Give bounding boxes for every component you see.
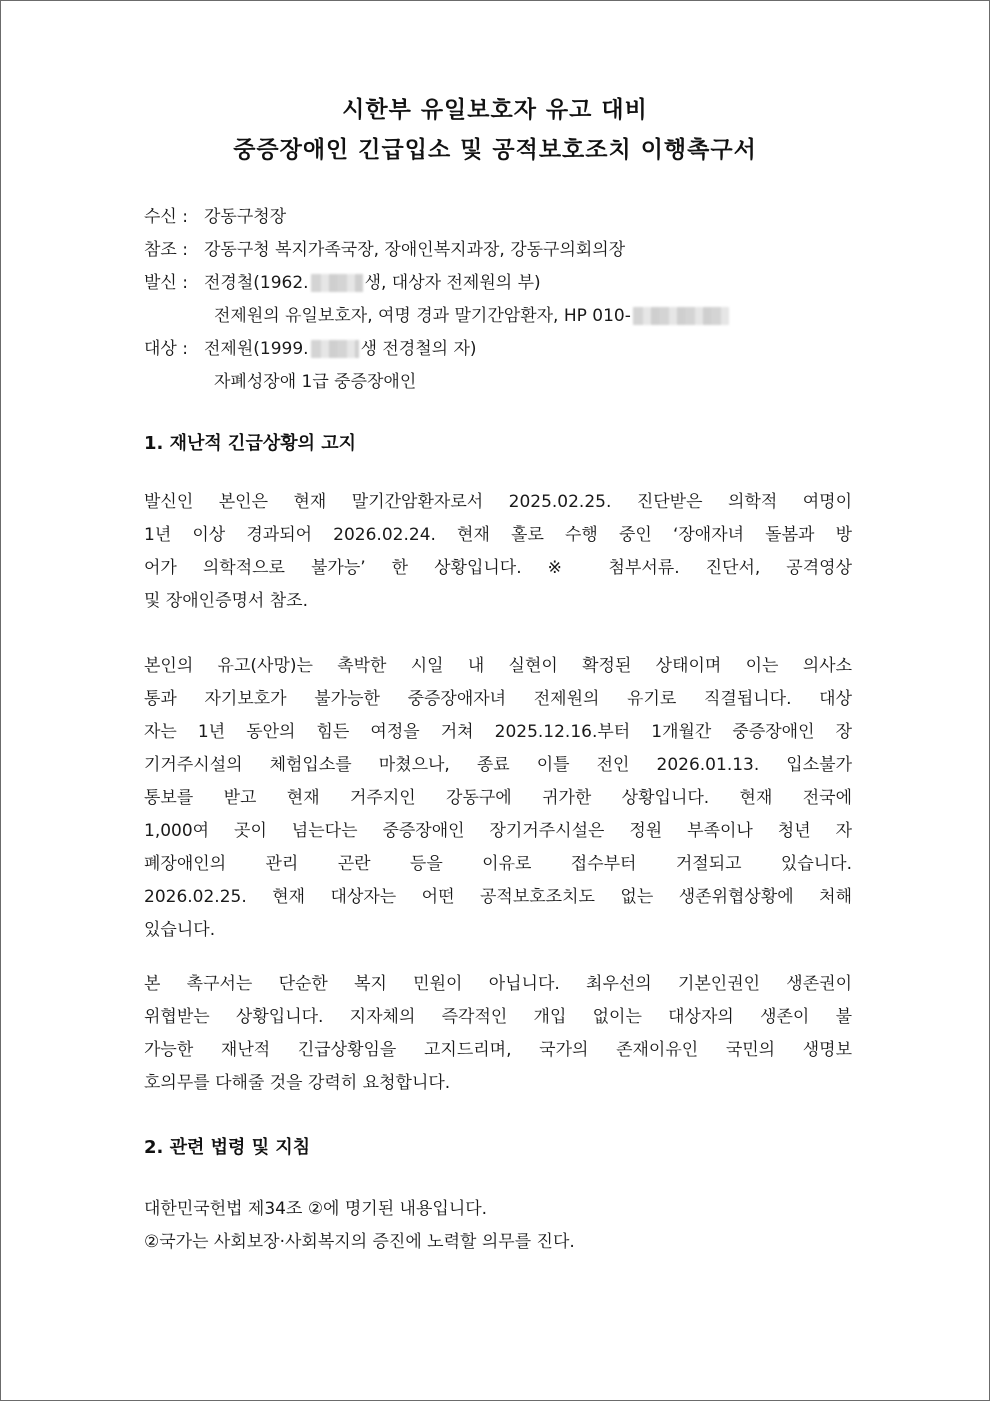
document-title-line2: 중증장애인 긴급입소 및 공적보호조치 이행촉구서 — [233, 137, 757, 163]
section1-paragraph3 — [144, 968, 852, 1100]
paragraph-line: ②국가는 사회보장·사회복지의 증진에 노력할 의무를 진다. — [144, 1232, 575, 1252]
paragraph-line: 및 장애인증명서 참조. — [144, 591, 309, 611]
section1-paragraph1 — [144, 486, 852, 618]
paragraph-line: 통보를 받고 현재 거주지인 강동구에 귀가한 상황입니다. 현재 전국에 — [144, 788, 852, 808]
paragraph-line: 본인의 유고(사망)는 촉박한 시일 내 실현이 확정된 상태이며 이는 의사소 — [144, 656, 852, 676]
subject-value — [204, 333, 477, 366]
paragraph-line: 가능한 재난적 긴급상황임을 고지드리며, 국가의 존재이유인 국민의 생명보 — [144, 1040, 852, 1060]
paragraph-line: 1년 이상 경과되어 2026.02.24. 현재 홀로 수행 중인 ‘장애자녀 돌봄과 방 — [144, 525, 852, 545]
subject-label: 대상 : — [144, 339, 188, 359]
subject-name: 전제원(1999. — [204, 339, 309, 359]
section1-heading: 1. 재난적 긴급상황의 고지 — [144, 433, 357, 454]
recipient-row — [144, 201, 731, 234]
paragraph-line: 있습니다. — [144, 920, 216, 940]
paragraph-line: 위협받는 상황입니다. 지자체의 즉각적인 개입 없이는 대상자의 생존이 불 — [144, 1007, 852, 1027]
reference-value: 강동구청 복지가족국장, 장애인복지과장, 강동구의회의장 — [204, 240, 626, 260]
reference-label: 참조 : — [144, 240, 188, 260]
paragraph-line: 대한민국헌법 제34조 ②에 명기된 내용입니다. — [144, 1199, 488, 1219]
document-title-line1: 시한부 유일보호자 유고 대비 — [342, 97, 648, 123]
sender-value — [204, 267, 541, 300]
paragraph-line: 어가 의학적으로 불가능’ 한 상황입니다. ※ 첨부서류. 진단서, 공격영상 — [144, 558, 852, 578]
sender-line2 — [144, 300, 731, 333]
sender-row — [144, 267, 731, 300]
redacted-birthdate — [311, 340, 359, 358]
paragraph-line: 2026.02.25. 현재 대상자는 어떤 공적보호조치도 없는 생존위협상황에 처해 — [144, 887, 852, 907]
section2-paragraph — [144, 1193, 852, 1259]
paragraph-line: 1,000여 곳이 넘는다는 중증장애인 장기거주시설은 정원 부족이나 청년 자 — [144, 821, 852, 841]
paragraph-line: 통과 자기보호가 불가능한 중증장애자녀 전제원의 유기로 직결됩니다. 대상 — [144, 689, 852, 709]
section2-heading: 2. 관련 법령 및 지침 — [144, 1137, 311, 1158]
paragraph-line: 폐장애인의 관리 곤란 등을 이유로 접수부터 거절되고 있습니다. — [144, 854, 852, 874]
sender-label: 발신 : — [144, 273, 188, 293]
sender-details: 생, 대상자 전제원의 부) — [364, 273, 541, 293]
subject-line2: 자폐성장애 1급 중증장애인 — [214, 372, 417, 392]
redacted-birthdate — [311, 274, 363, 292]
recipient-value: 강동구청장 — [204, 207, 287, 227]
paragraph-line: 자는 1년 동안의 힘든 여정을 거쳐 2025.12.16.부터 1개월간 중증장애인 장 — [144, 722, 852, 742]
reference-row — [144, 234, 731, 267]
paragraph-line: 호의무를 다해줄 것을 강력히 요청합니다. — [144, 1073, 451, 1093]
paragraph-line: 본 촉구서는 단순한 복지 민원이 아닙니다. 최우선의 기본인권인 생존권이 — [144, 974, 852, 994]
redacted-phone — [633, 307, 729, 325]
sender-description: 전제원의 유일보호자, 여명 경과 말기간암환자, HP 010- — [214, 306, 631, 326]
recipient-label: 수신 : — [144, 207, 188, 227]
section1-paragraph2 — [144, 650, 852, 947]
paragraph-line: 기거주시설의 체험입소를 마쳤으나, 종료 이틀 전인 2026.01.13. 입소불가 — [144, 755, 852, 775]
paragraph-line: 발신인 본인은 현재 말기간암환자로서 2025.02.25. 진단받은 의학적 여명이 — [144, 492, 852, 512]
subject-row — [144, 333, 731, 366]
document-header-info — [144, 201, 731, 399]
subject-details: 생 전경철의 자) — [360, 339, 477, 359]
sender-name: 전경철(1962. — [204, 273, 309, 293]
